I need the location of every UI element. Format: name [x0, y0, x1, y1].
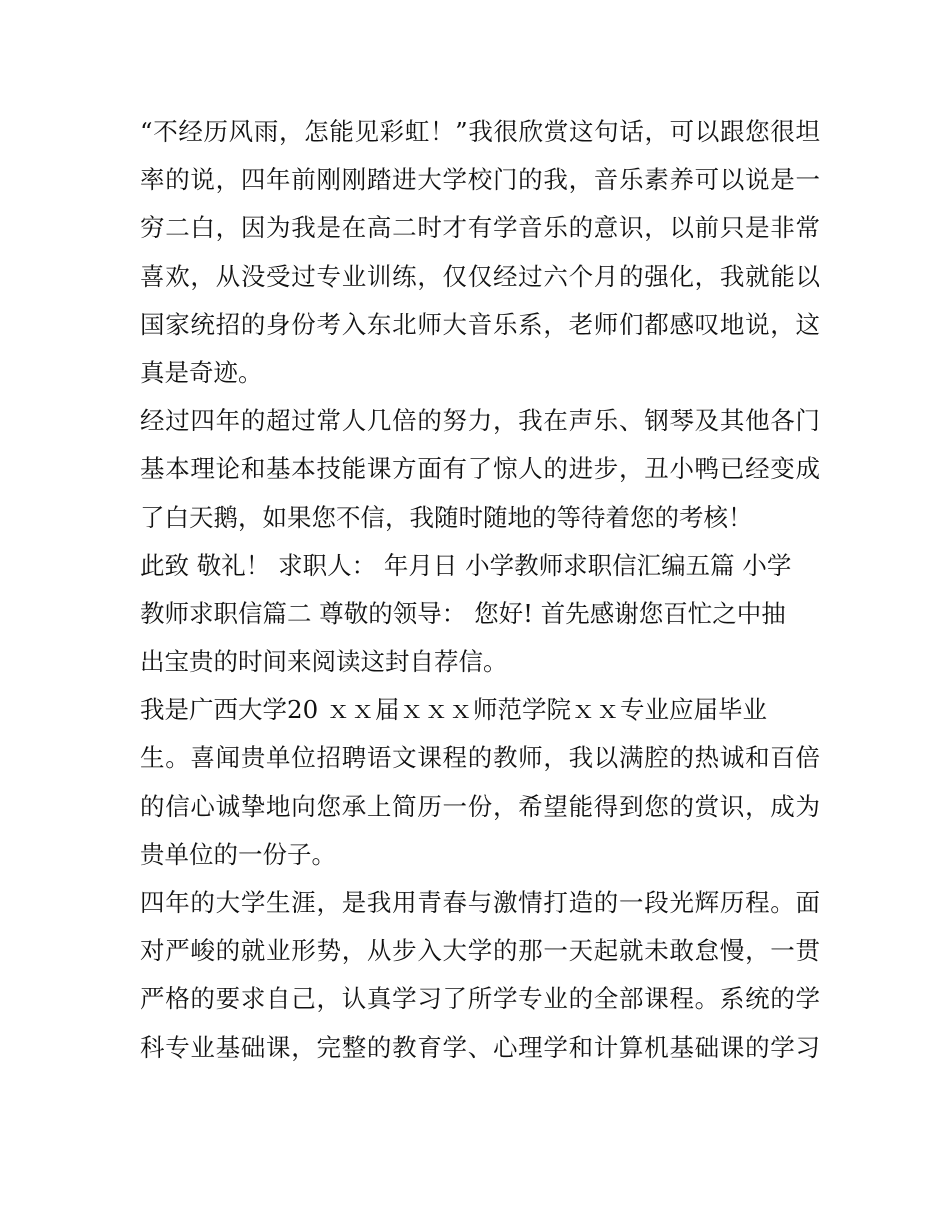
- text-line: 国家统招的身份考入东北师大音乐系，老师们都感叹地说，这: [140, 309, 820, 339]
- text-line: 贵单位的一份子。: [140, 839, 336, 869]
- text-line: 生。喜闻贵单位招聘语文课程的教师，我以满腔的热诚和百倍: [140, 743, 820, 773]
- text-line: 出宝贵的时间来阅读这封自荐信。: [140, 647, 508, 677]
- text-line: 教师求职信篇二 尊敬的领导： 您好! 首先感谢您百忙之中抽: [140, 598, 786, 628]
- text-line: 穷二白，因为我是在高二时才有学音乐的意识，以前只是非常: [140, 213, 820, 243]
- text-line: 了白天鹅，如果您不信，我随时随地的等待着您的考核！: [140, 502, 753, 532]
- text-line: “不经历风雨，怎能见彩虹！”我很欣赏这句话，可以跟您很坦: [140, 117, 820, 146]
- text-line: 对严峻的就业形势，从步入大学的那一天起就未敢怠慢，一贯: [140, 936, 820, 966]
- text-line: 的信心诚挚地向您承上简历一份，希望能得到您的赏识，成为: [140, 791, 820, 821]
- text-line: 四年的大学生涯，是我用青春与激情打造的一段光辉历程。面: [140, 888, 820, 917]
- text-line: 我是广西大学20 ｘｘ届ｘｘｘ师范学院ｘｘ专业应届毕业: [140, 695, 767, 725]
- text-line: 科专业基础课，完整的教育学、心理学和计算机基础课的学习: [140, 1032, 820, 1062]
- text-line: 严格的要求自己，认真学习了所学专业的全部课程。系统的学: [140, 984, 820, 1014]
- text-line: 喜欢，从没受过专业训练，仅仅经过六个月的强化，我就能以: [140, 261, 820, 291]
- text-line: 经过四年的超过常人几倍的努力，我在声乐、钢琴及其他各门: [140, 406, 820, 436]
- document-body: [140, 108, 820, 1072]
- text-line: 基本理论和基本技能课方面有了惊人的进步，丑小鸭已经变成: [140, 454, 820, 484]
- text-line: 率的说，四年前刚刚踏进大学校门的我，音乐素养可以说是一: [140, 165, 820, 195]
- text-line: 真是奇迹。: [140, 357, 263, 387]
- text-line: 此致 敬礼！ 求职人： 年月日 小学教师求职信汇编五篇 小学: [140, 550, 792, 580]
